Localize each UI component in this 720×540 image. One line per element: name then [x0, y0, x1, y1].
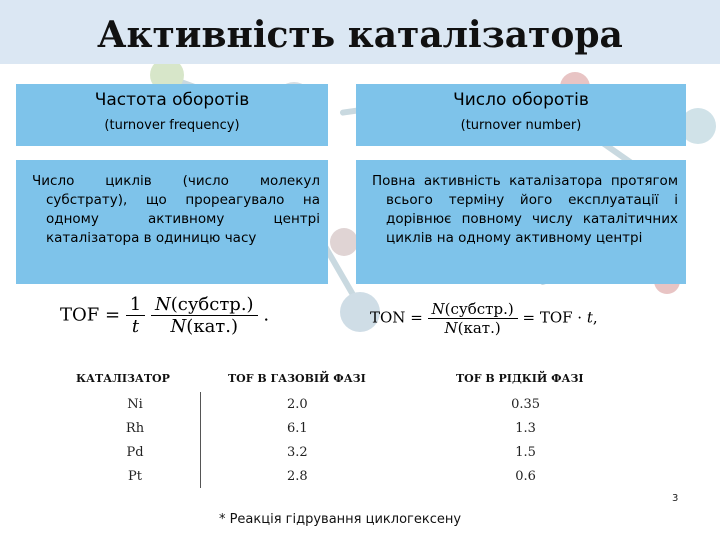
table-header-gas-phase: TOF В ГАЗОВІЙ ФАЗІ [228, 372, 366, 385]
table-cell-gas: 6.1 [286, 420, 308, 436]
table-row [70, 464, 658, 488]
tof-formula-frac2: $\frac{\text{N(субстр.)}}{\text{N(кат.)}}$ [151, 294, 258, 337]
table-cell-liquid: 1.3 [515, 420, 536, 436]
table-row [70, 392, 658, 416]
ton-formula-frac: $\frac{\text{N(субстр.)}}{\text{N(кат.)}}$ [428, 300, 518, 337]
tof-header-box [16, 84, 328, 146]
table-cell-liquid: 1.5 [515, 444, 536, 460]
table-cell-gas: 3.2 [286, 444, 308, 460]
table-row [70, 416, 658, 440]
ton-formula-rhs-var: t [586, 308, 593, 327]
tof-table [70, 392, 658, 488]
table-row [70, 440, 658, 464]
ton-definition-box [356, 160, 686, 284]
table-header-liquid-phase: TOF В РІДКІЙ ФАЗІ [456, 372, 584, 385]
ton-header-title: Число оборотів [453, 90, 589, 110]
ton-formula [370, 300, 598, 337]
tof-definition-text: Число циклів (число молекул субстрату), що прореагувало на одному активному центрі каталізатора в одиницю часу [32, 173, 320, 246]
tof-definition-box [16, 160, 328, 284]
ton-definition-text: Повна активність каталізатора протягом всього терміну його експлуатації і дорівнює повному числу каталітичних циклів на одному активному центрі [372, 173, 678, 246]
tof-formula-end: . [263, 304, 270, 326]
ton-formula-lhs: TON = [370, 308, 423, 327]
tof-formula [60, 294, 269, 337]
tof-formula-lhs: TOF = [60, 304, 121, 326]
tof-formula-frac1: $\frac{1}{t}$ [126, 294, 145, 337]
ton-formula-rhs: = TOF · [522, 308, 583, 327]
table-cell-catalyst: Pd [70, 440, 201, 464]
ton-header-subtitle: (turnover number) [460, 118, 582, 133]
table-cell-gas: 2.0 [286, 396, 308, 412]
ton-formula-end: , [592, 308, 598, 327]
ton-header-box [356, 84, 686, 146]
slide-title: Активність каталізатора [97, 14, 623, 56]
table-cell-catalyst: Ni [70, 392, 201, 416]
table-cell-gas: 2.8 [286, 468, 308, 484]
table-cell-catalyst: Pt [70, 464, 201, 488]
table-cell-liquid: 0.35 [511, 396, 541, 412]
page-number: 3 [672, 493, 679, 504]
tof-header-subtitle: (turnover frequency) [104, 118, 240, 133]
table-cell-liquid: 0.6 [515, 468, 536, 484]
table-header-catalyst: КАТАЛІЗАТОР [76, 372, 170, 385]
table-cell-catalyst: Rh [70, 416, 201, 440]
tof-header-title: Частота оборотів [94, 90, 250, 110]
footnote: * Реакція гідрування циклогексену [218, 512, 462, 527]
